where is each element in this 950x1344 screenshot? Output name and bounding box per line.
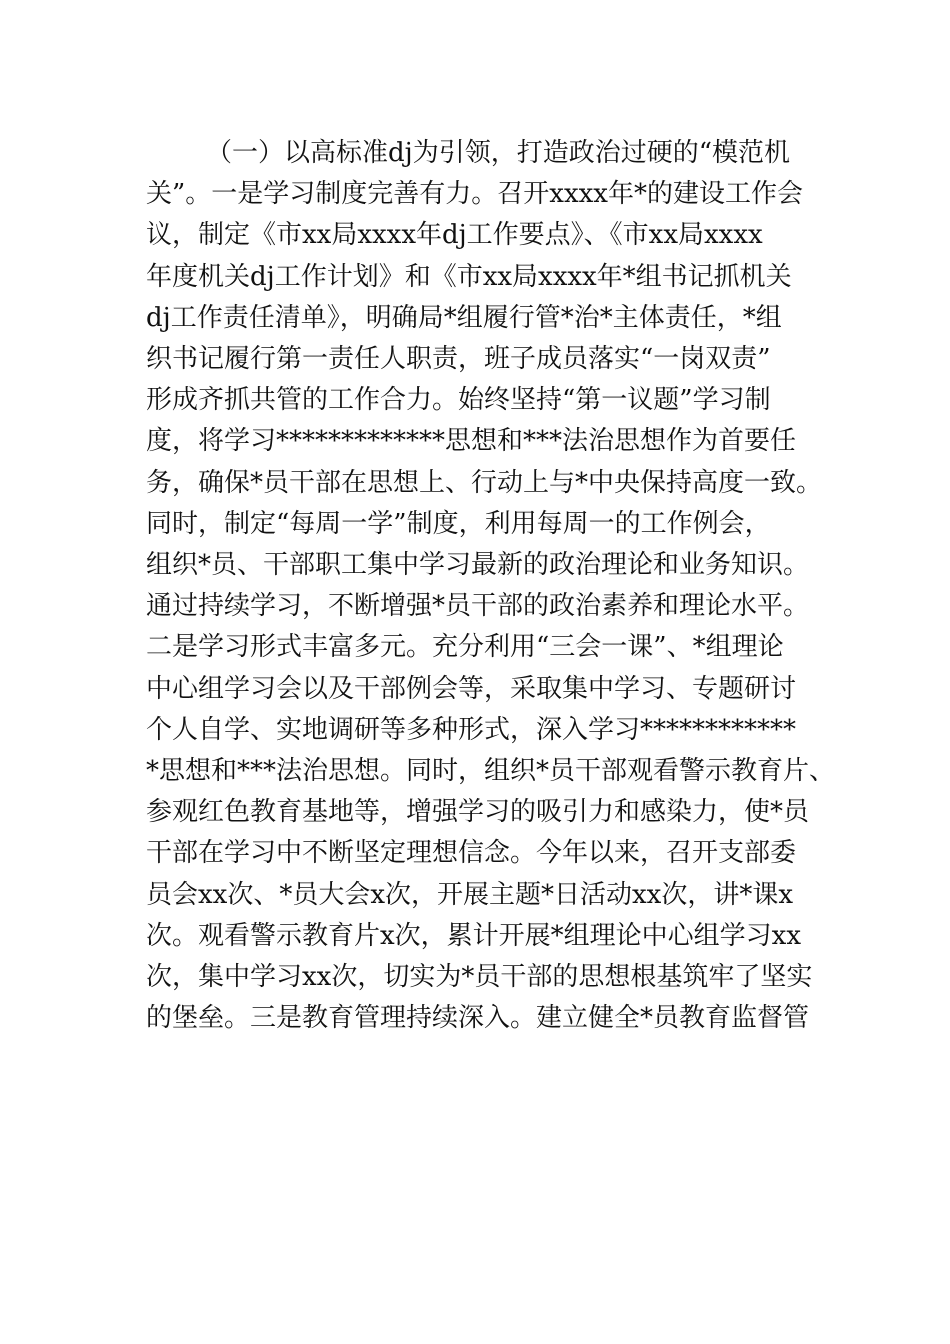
body-paragraph: [146, 133, 846, 1039]
text-line: 务，确保*员干部在思想上、行动上与*中央保持高度一致。: [146, 467, 823, 498]
text-line: 中心组学习会以及干部例会等，采取集中学习、专题研讨: [146, 673, 797, 704]
text-line: 个人自学、实地调研等多种形式，深入学习************: [146, 714, 797, 745]
text-line: *思想和***法治思想。同时，组织*员干部观看警示教育片、: [146, 756, 836, 786]
text-line: 关”。一是学习制度完善有力。召开xxxx年*的建设工作会: [146, 179, 803, 210]
text-line: 的堡垒。三是教育管理持续深入。建立健全*员教育监督管: [146, 1003, 810, 1034]
text-line: 年度机关dj工作计划》和《市xx局xxxx年*组书记抓机关: [146, 261, 792, 292]
text-line: 组织*员、干部职工集中学习最新的政治理论和业务知识。: [146, 550, 810, 580]
text-line: 二是学习形式丰富多元。充分利用“三会一课”、*组理论: [146, 632, 784, 663]
text-line: 度，将学习*************思想和***法治思想作为首要任: [146, 426, 797, 457]
text-line: 次。观看警示教育片x次，累计开展*组理论中心组学习xx: [146, 920, 801, 951]
text-line: 织书记履行第一责任人职责，班子成员落实“一岗双责”: [146, 344, 771, 374]
text-line: （一）以高标准dj为引领，打造政治过硬的“模范机: [206, 138, 790, 168]
text-line: 员会xx次、*员大会x次，开展主题*日活动xx次，讲*课x: [146, 879, 793, 910]
text-line: 通过持续学习，不断增强*员干部的政治素养和理论水平。: [146, 591, 810, 622]
text-line: 干部在学习中不断坚定理想信念。今年以来，召开支部委: [146, 838, 797, 869]
text-line: 次，集中学习xx次，切实为*员干部的思想根基筑牢了坚实: [146, 962, 813, 992]
text-line: 议，制定《市xx局xxxx年dj工作要点》、《市xx局xxxx: [146, 220, 763, 251]
text-line: 形成齐抓共管的工作合力。始终坚持“第一议题”学习制: [146, 385, 771, 416]
text-line: dj工作责任清单》，明确局*组履行管*治*主体责任，*组: [146, 302, 782, 333]
text-line: 同时，制定“每周一学”制度，利用每周一的工作例会，: [146, 508, 771, 539]
text-line: 参观红色教育基地等，增强学习的吸引力和感染力，使*员: [146, 797, 810, 828]
